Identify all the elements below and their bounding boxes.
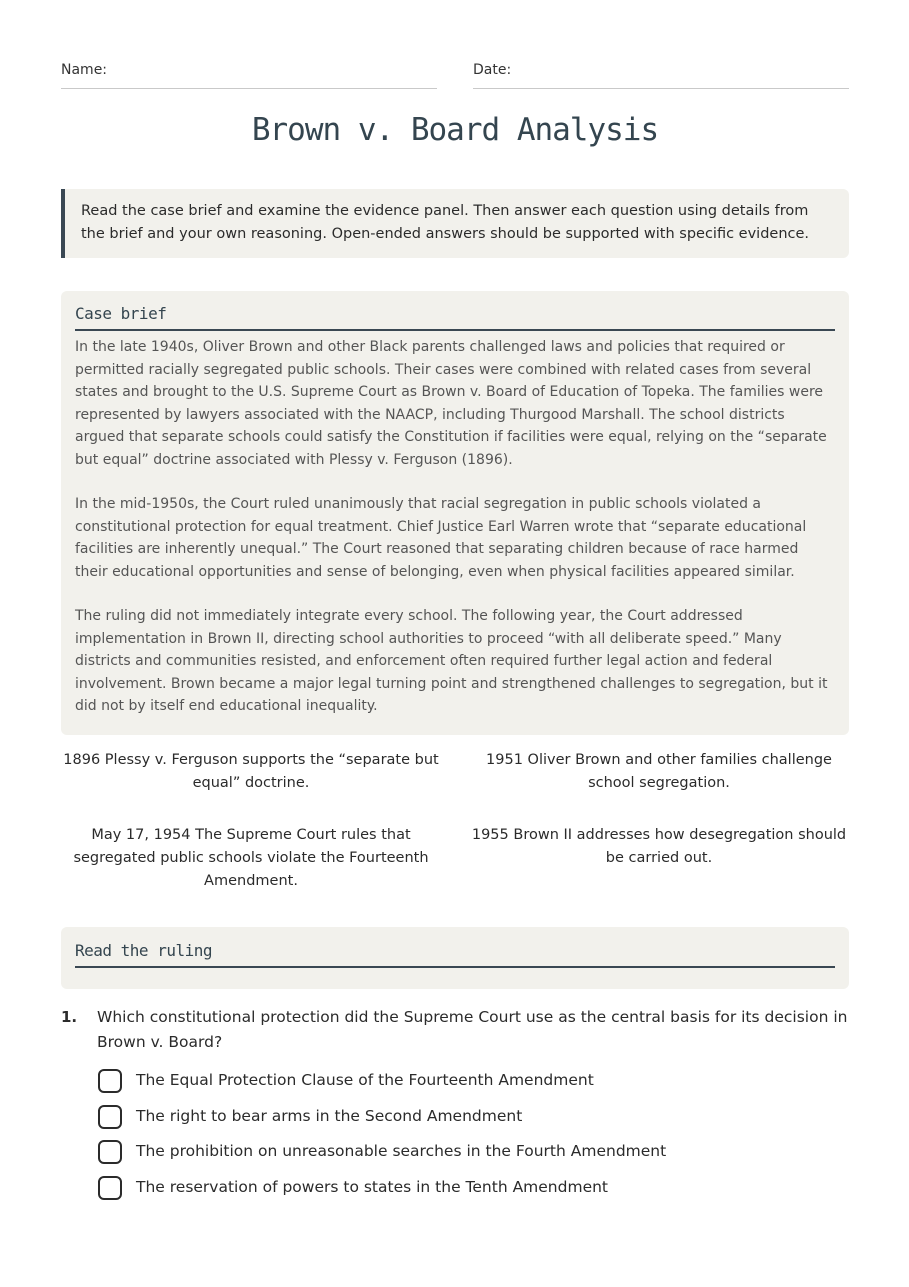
case-brief-paragraph: In the late 1940s, Oliver Brown and other Black parents challenged laws and policies that required or permitted racially segregated public schools. Their cases were combined with related cases from several states and brought to the U.S. Supreme Court as Brown v. Board of Education of Topeka. The families were represented by lawyers associated with the NAACP, including Thurgood Marshall. The school districts argued that separate schools could satisfy the Constitution if facilities were equal, relying on the “separate but equal” doctrine associated with Plessy v. Ferguson (1896).: [75, 339, 827, 468]
option-label: The Equal Protection Clause of the Fourteenth Amendment: [136, 1071, 594, 1089]
ruling-heading: Read the ruling: [75, 941, 835, 968]
name-date-row: [61, 60, 849, 90]
case-brief-panel: [61, 291, 849, 735]
answer-options: [98, 1067, 838, 1209]
question-text: Which constitutional protection did the Supreme Court use as the central basis for its decision in Brown v. Board?: [97, 1008, 848, 1051]
name-label: Name:: [61, 62, 108, 78]
timeline-item: 1951 Oliver Brown and other families challenge school segregation.: [486, 752, 832, 791]
checkbox[interactable]: [98, 1176, 122, 1200]
answer-option[interactable]: [98, 1067, 838, 1103]
option-label: The reservation of powers to states in the Tenth Amendment: [136, 1177, 609, 1196]
timeline-panel: [61, 749, 849, 899]
case-brief-paragraph: In the mid-1950s, the Court ruled unanimously that racial segregation in public schools violated a constitutional protection for equal treatment. Chief Justice Earl Warren wrote that “separate educational facilities are inherently unequal.” The Court reasoned that separating children because of race harmed their educational opportunities and sense of belonging, even when physical facilities appeared similar.: [75, 496, 807, 580]
date-field[interactable]: [473, 60, 849, 89]
timeline-item: 1896 Plessy v. Ferguson supports the “separate but equal” doctrine.: [63, 752, 439, 791]
timeline-item: 1955 Brown II addresses how desegregation should be carried out.: [471, 827, 847, 866]
answer-option[interactable]: [98, 1174, 838, 1210]
page-title: Brown v. Board Analysis: [251, 112, 659, 148]
question-number: 1.: [61, 1008, 78, 1026]
option-label: The prohibition on unreasonable searches in the Fourth Amendment: [136, 1142, 667, 1160]
case-brief-heading: Case brief: [75, 304, 835, 331]
ruling-section: [61, 927, 849, 989]
answer-option[interactable]: [98, 1103, 838, 1139]
timeline-item: May 17, 1954 The Supreme Court rules that segregated public schools violate the Fourteenth Amendment.: [73, 827, 429, 889]
checkbox[interactable]: [98, 1069, 122, 1093]
case-brief-paragraph: The ruling did not immediately integrate every school. The following year, the Court addressed implementation in Brown II, directing school authorities to proceed “with all deliberate speed.” Many districts and communities resisted, and enforcement often required further legal action and federal involvement. Brown became a major legal turning point and strengthened challenges to segregation, but it did not by itself end educational inequality.: [75, 608, 828, 714]
option-label: The right to bear arms in the Second Amendment: [136, 1106, 523, 1125]
date-label: Date:: [473, 62, 512, 78]
checkbox[interactable]: [98, 1140, 122, 1164]
answer-option[interactable]: [98, 1138, 838, 1174]
checkbox[interactable]: [98, 1105, 122, 1129]
instructions-box: Read the case brief and examine the evidence panel. Then answer each question using details from the brief and your own reasoning. Open-ended answers should be supported with specific evidence.: [61, 189, 849, 258]
name-field[interactable]: [61, 60, 437, 89]
